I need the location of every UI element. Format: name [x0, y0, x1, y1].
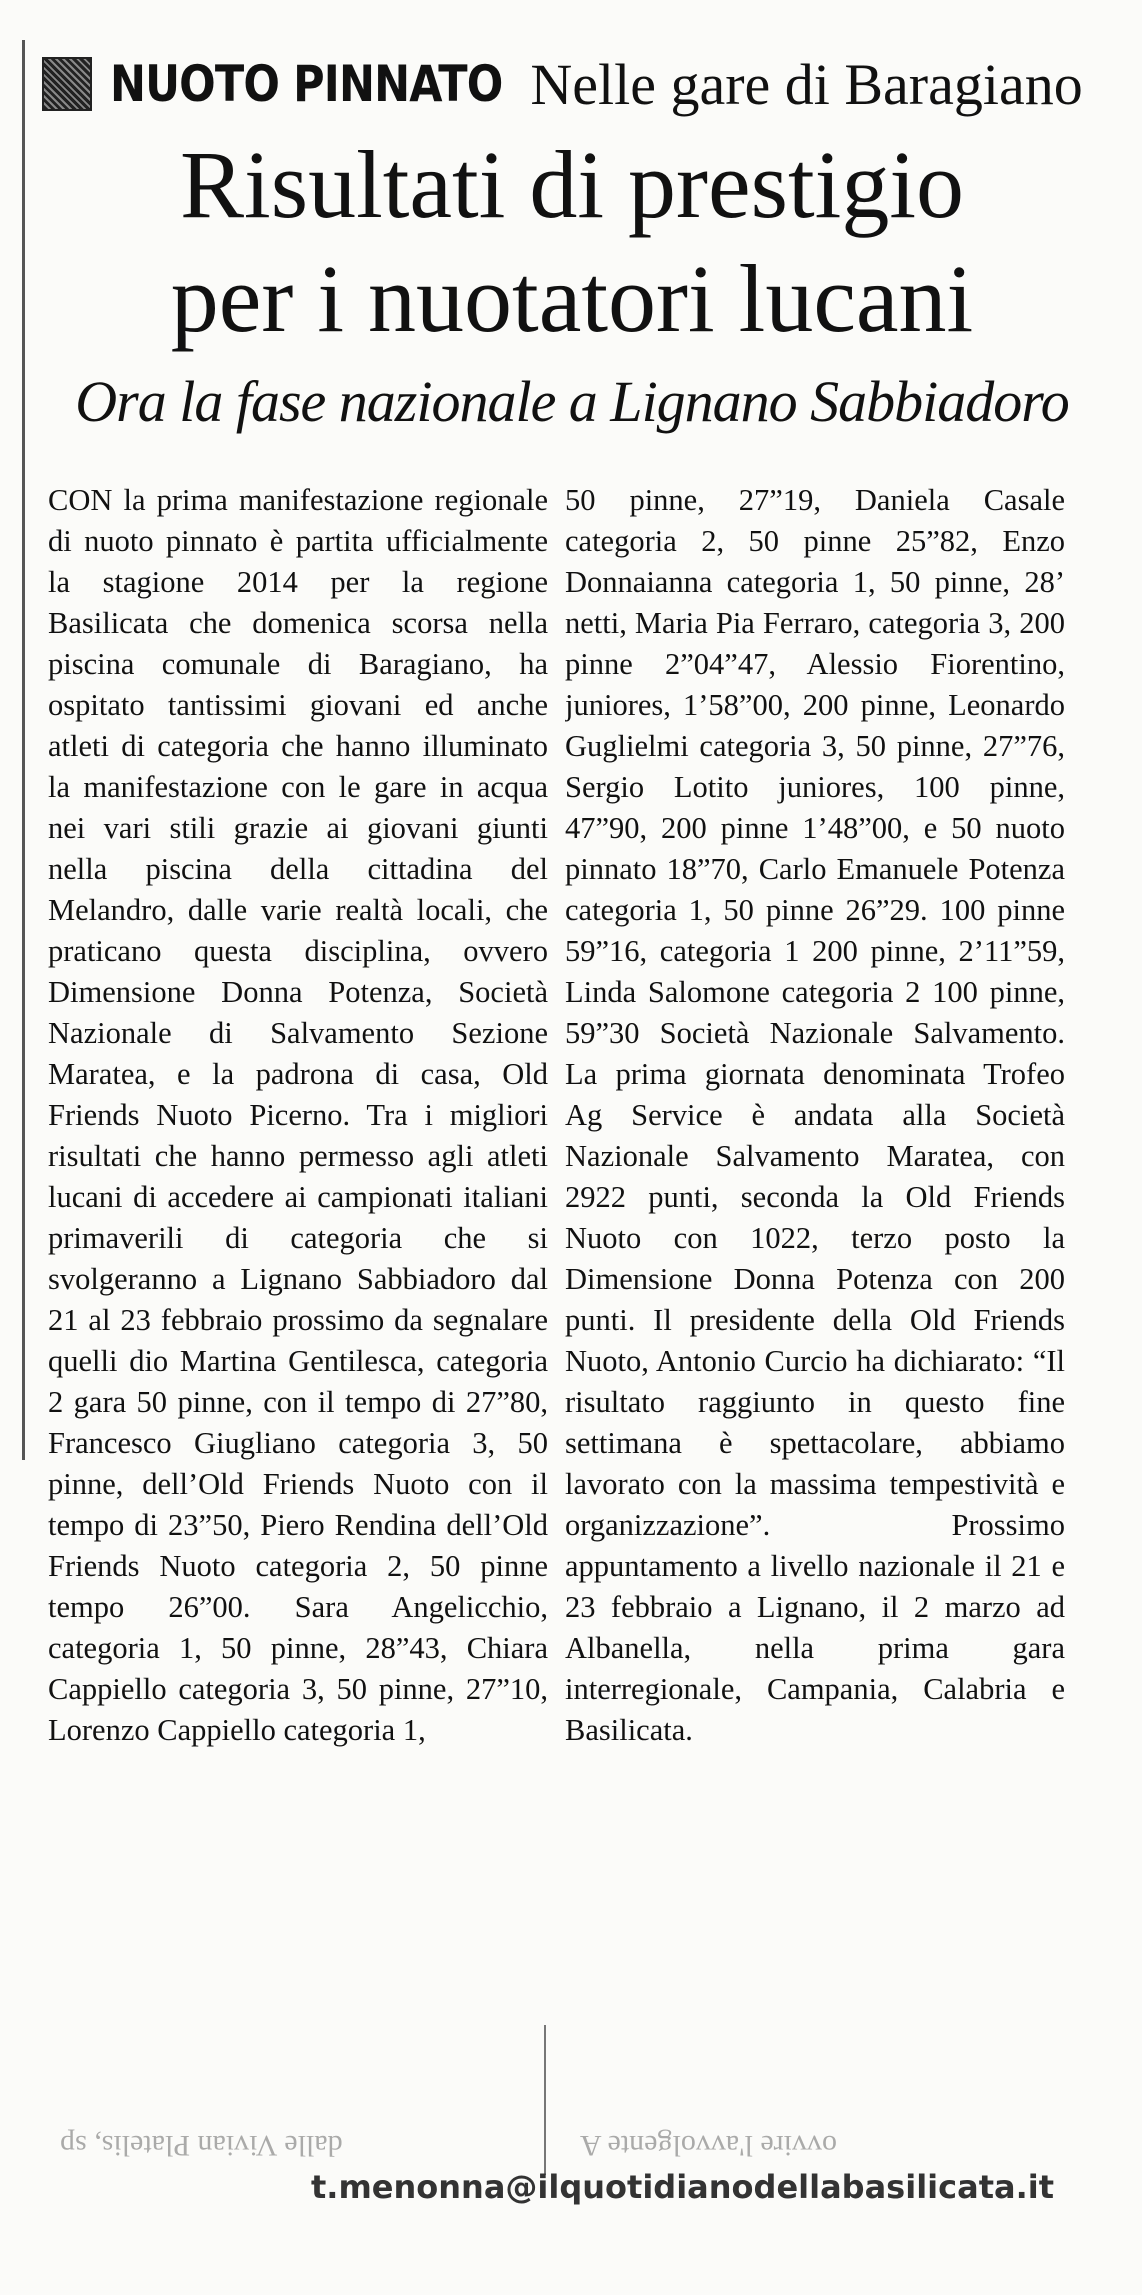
column-divider [544, 2025, 546, 2175]
body-column-right: 50 pinne, 27”19, Daniela Casale categoria 2, 50 pinne 25”82, Enzo Donnaianna categoria 1, 50 pinne, 28’ netti, Maria Pia Ferraro, categoria 3, 200 pinne 2”04”47, Alessio Fiorentino, juniores, 1’58”00, 200 pinne, Leonardo Guglielmi categoria 3, 50 pinne, 27”76, Sergio Lotito juniores, 100 pinne, 47”90, 200 pinne 1’48”00, e 50 nuoto pinnato 18”70, Carlo Emanuele Potenza categoria 1, 50 pinne 26”29. 100 pinne 59”16, categoria 1 200 pinne, 2’11”59, Linda Salomone categoria 2 100 pinne, 59”30 Società Nazionale Salvamento. La prima giornata denominata Trofeo Ag Service è andata alla Società Nazionale Salvamento Maratea, con 2922 punti, seconda la Old Friends Nuoto con 1022, terzo posto la Dimensione Donna Potenza con 200 punti. Il presidente della Old Friends Nuoto, Antonio Curcio ha dichiarato: “Il risultato raggiunto in questo fine settimana è spettacolare, abbiamo lavorato con la massima tempestività e organizzazione”. Prossimo appuntamento a livello nazionale il 21 e 23 febbraio a Lignano, il 2 marzo ad Albanella, nella prima gara interregionale, Campania, Calabria e Basilicata. [565, 483, 1065, 1747]
headline-line-2: per i nuotatori lucani [170, 245, 974, 352]
headline-line-1: Risultati di prestigio [180, 131, 964, 238]
kicker-row [42, 48, 1102, 120]
standfirst: Ora la fase nazionale a Lignano Sabbiadoro [75, 369, 1069, 434]
bleed-through-text-right: ovvire l'avvolgente A [580, 2129, 838, 2162]
kicker-subtitle: Nelle gare di Baragiano [530, 51, 1083, 117]
byline-email: t.menonna@ilquotidianodellabasilicata.it [311, 2168, 1054, 2206]
kicker-square-icon [42, 57, 92, 111]
column-rule [22, 40, 25, 1460]
section-kicker: NUOTO PINNATO [110, 55, 503, 113]
headline [42, 128, 1102, 356]
bleed-through-text-left: dalle Vivian Platelis, sp [60, 2129, 343, 2162]
body-column-left: CON la prima manifestazione regionale di nuoto pinnato è partita ufficialmente la stagione 2014 per la regione Basilicata che domenica scorsa nella piscina comunale di Baragiano, ha ospitato tantissimi giovani ed anche atleti di categoria che hanno illuminato la manifestazione con le gare in acqua nei vari stili grazie ai giovani giunti nella piscina della cittadina del Melandro, dalle varie realtà locali, che praticano questa disciplina, ovvero Dimensione Donna Potenza, Società Nazionale di Salvamento Sezione Maratea, e la padrona di casa, Old Friends Nuoto Picerno. Tra i migliori risultati che hanno permesso agli atleti lucani di accedere ai campionati italiani primaverili di categoria che si svolgeranno a Lignano Sabbiadoro dal 21 al 23 febbraio prossimo da segnalare quelli dio Martina Gentilesca, categoria 2 gara 50 pinne, con il tempo di 27”80, Francesco Giugliano categoria 3, 50 pinne, dell’Old Friends Nuoto con il tempo di 23”50, Piero Rendina dell’Old Friends Nuoto categoria 2, 50 pinne tempo 26”00. Sara Angelicchio, categoria 1, 50 pinne, 28”43, Chiara Cappiello categoria 3, 50 pinne, 27”10, Lorenzo Cappiello categoria 1, [48, 483, 548, 1747]
